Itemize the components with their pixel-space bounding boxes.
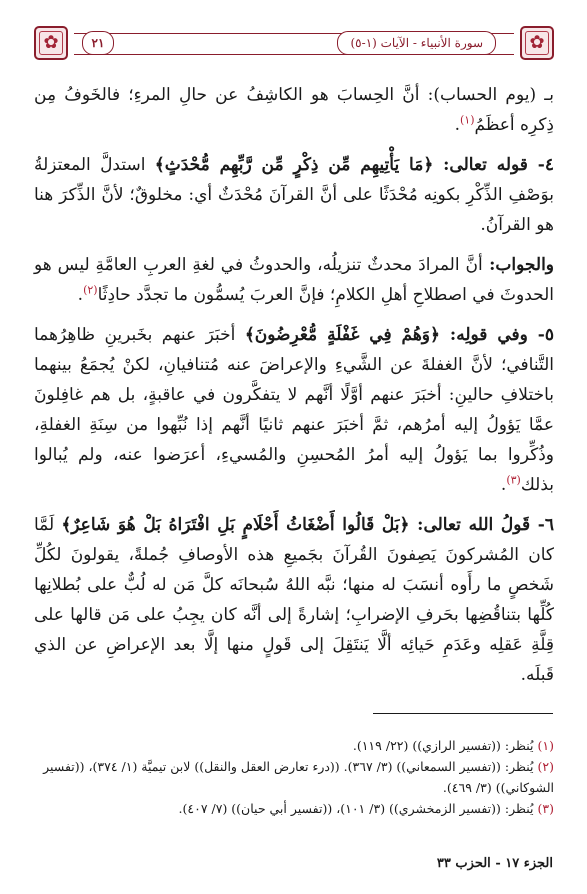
page-header (34, 26, 554, 66)
page-number: ٢١ (82, 31, 114, 55)
quran-verse: ﴿وَهُمْ فِي غَفْلَةٍ مُّعْرِضُونَ﴾ (244, 325, 440, 345)
paragraph-text: لَمَّا كان المُشركونَ يَصِفونَ القُرآنَ بجَميعِ هذه الأوصافِ جُملةً، يقولونَ لكُلِّ شَخصٍ ما رأَوه أنسَبَ له منها؛ نبَّه اللهُ سُبحانَه كلَّ مَن له لُبٌّ على بُطلانِها كُلِّها بتناقُضِها بحَرفِ الإضرابِ؛ إشارةً إلى أنَّه كان يجِبُ على مَن قالها على قِلَّةِ عَقلِه وعَدَمِ حَيائِه ألَّا يَنتَقِلَ إلى قَولٍ منها إلَّا بعد الإعراضِ عن الذي قَبلَه. (34, 515, 554, 685)
paragraph-end: . (500, 475, 507, 495)
footnote-text: يُنظر: ((تفسير الرازي)) (٢٢/ ١١٩). (352, 738, 534, 753)
footnote-number: (٣) (537, 801, 554, 816)
paragraph-5 (34, 510, 554, 690)
surah-title: سورة الأنبياء - الآيات (١-٥) (337, 31, 496, 55)
page-footer: الجزء ١٧ - الحزب ٣٣ (436, 856, 553, 871)
footnote-divider (373, 713, 553, 714)
paragraph-text: استدلَّ المعتزلةُ بوَصْفِ الذِّكْرِ بكونِه مُحْدَثًا على أنَّ القرآنَ مُحْدَثٌ أي: مخلوقٌ؛ لأنَّ الذِّكرَ هنا هو القرآنُ. (34, 155, 554, 235)
footnote-1 (34, 735, 554, 756)
ornament-icon (520, 26, 554, 60)
paragraph-text: أنَّ المرادَ محدثٌ تنزيلُه، والحدوثُ في لغةِ العربِ العامَّةِ ليس هو الحدوثَ في اصطلاحِ أهلِ الكلامِ؛ فإنَّ العربَ يُسمُّون ما تجدَّد حادِثًا (34, 255, 554, 305)
footnote-ref[interactable]: (٣) (506, 473, 521, 487)
paragraph-label: ٦- قَولُ الله تعالى: (409, 515, 555, 535)
footnote-ref[interactable]: (٢) (83, 283, 98, 297)
footnote-ref[interactable]: (١) (460, 113, 475, 127)
paragraph-3 (34, 250, 554, 310)
paragraph-2 (34, 150, 554, 240)
footnote-text: يُنظر: ((تفسير الزمخشري)) (٣/ ١٠١)، ((تفسير أبي حيان)) (٧/ ٤٠٧). (178, 801, 534, 816)
paragraph-label: ٤- قوله تعالى: (433, 155, 554, 175)
footnote-number: (١) (537, 738, 554, 753)
ornament-icon (34, 26, 68, 60)
quran-verse: ﴿بَلْ قَالُوا أَضْغَاثُ أَحْلَامٍ بَلِ افْتَرَاهُ بَلْ هُوَ شَاعِرٌ﴾ (61, 515, 410, 535)
paragraph-1 (34, 80, 554, 140)
footnote-text: يُنظر: ((تفسير السمعاني)) (٣/ ٣٦٧). ((درء تعارض العقل والنقل)) لابن تيميَّة (١/ ٣٧٤)، ((تفسير الشوكاني)) (٣/ ٤٦٩). (43, 759, 554, 795)
paragraph-end: . (77, 285, 84, 305)
footnote-3 (34, 798, 554, 819)
paragraph-label: ٥- وفي قولِه: (439, 325, 554, 345)
paragraph-end: . (454, 115, 460, 135)
paragraph-4 (34, 320, 554, 500)
footnote-number: (٢) (537, 759, 554, 774)
main-text (34, 80, 554, 694)
paragraph-text: بـ (يوم الحساب): أنَّ الحِسابَ هو الكاشِفُ عن حالِ المرءِ؛ فالخَوفُ مِن ذِكرِه أعظَمُ (34, 85, 554, 135)
paragraph-label: والجواب: (482, 255, 555, 275)
footnote-2 (34, 756, 554, 798)
paragraph-text: أخبَرَ عنهم بخَبرينِ ظاهِرُهما التَّنافي؛ لأنَّ الغفلةَ عن الشَّيءِ والإعراضَ عنه مُتنافيانِ، لكنْ يُجمَعُ بينهما باختلافِ حالينِ: أخبَرَ عنهم أوَّلًا أنَّهم لا يتفكَّرون في عاقبةٍ، بل هم غافِلونَ عمَّا يَؤولُ إليه أمرُهم، ثمَّ أخبَرَ عنهم ثانيًا أنَّهم إذا نُبِّهوا من سِنَةِ الغفلةِ، وذُكِّروا بما يَؤولُ إليه أمرُ المُحسِنِ والمُسيءِ، أعرَضوا عنه، ولم يُبالوا بذلك (34, 325, 554, 495)
quran-verse: ﴿مَا يَأْتِيهِم مِّن ذِكْرٍ مِّن رَّبِّهِم مُّحْدَثٍ﴾ (154, 155, 434, 175)
footnotes (34, 735, 554, 819)
